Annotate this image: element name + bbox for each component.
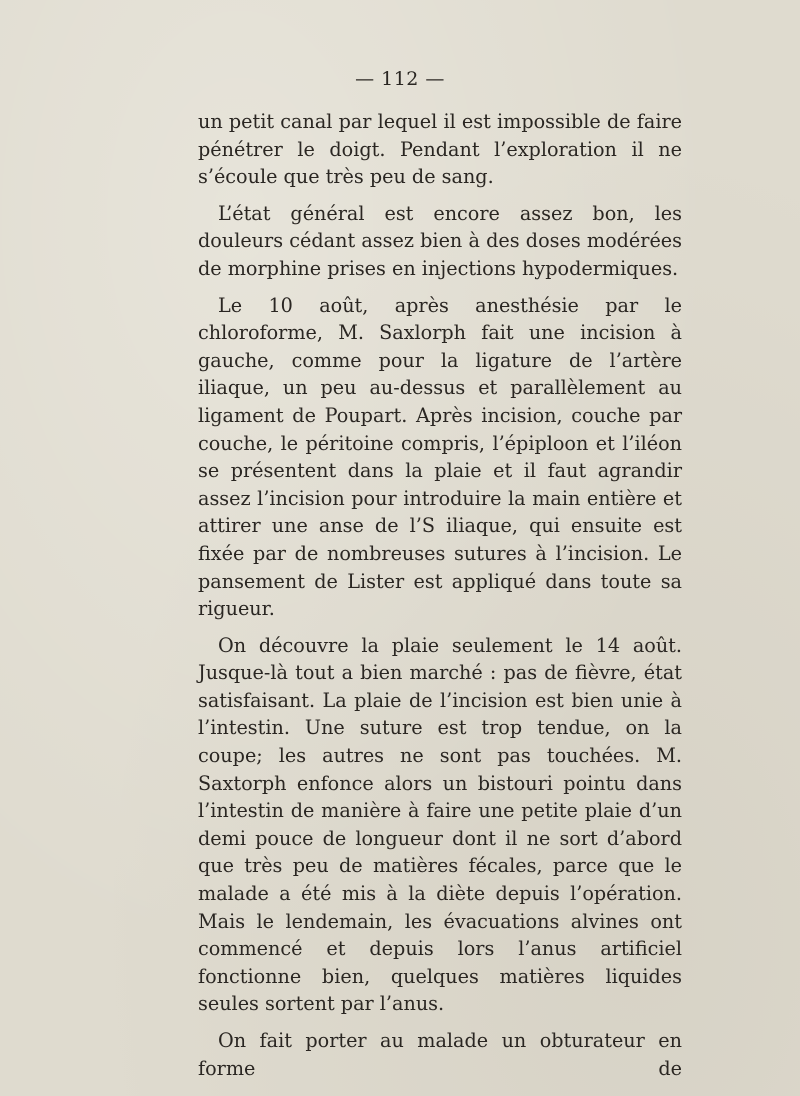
paragraph-3: Le 10 août, après anesthésie par le chloroforme, M. Saxlorph fait une incision à gauche, comme pour la ligature de l’artère iliaque, un peu au-dessus et parallèlement au ligament de Poupart. Après incision, couche par couche, le péritoine compris, l’épiploon et l’iléon se présentent dans la plaie et il faut agrandir assez l’incision pour introduire la main entière et attirer une anse de l’S iliaque, qui ensuite est fixée par de nombreuses sutures à l’incision. Le pansement de Lister est appliqué dans toute sa rigueur. — [198, 293, 682, 621]
body-text — [198, 108, 682, 1091]
paragraph-1: un petit canal par lequel il est impossible de faire pénétrer le doigt. Pendant l’exploration il ne s’écoule que très peu de sang. — [198, 110, 682, 189]
paragraph-5: On fait porter au malade un obturateur en forme de — [198, 1029, 682, 1080]
paragraph-4: On découvre la plaie seulement le 14 août. Jusque-là tout a bien marché : pas de fièvre, état satisfaisant. La plaie de l’incision est bien unie à l’intestin. Une suture est trop tendue, on la coupe; les autres ne sont pas touchées. M. Saxtorph enfonce alors un bistouri pointu dans l’intestin de manière à faire une petite plaie d’un demi pouce de longueur dont il ne sort d’abord que très peu de matières fécales, parce que le malade a été mis à la diète depuis l’opération. Mais le lendemain, les évacuations alvines ont commencé et depuis lors l’anus artificiel fonctionne bien, quelques matières liquides seules sortent par l’anus. — [198, 633, 682, 1016]
page-number: — 112 — — [355, 68, 445, 90]
paragraph-2: L’état général est encore assez bon, les douleurs cédant assez bien à des doses modérées de morphine prises en injections hypodermiques. — [198, 201, 682, 280]
